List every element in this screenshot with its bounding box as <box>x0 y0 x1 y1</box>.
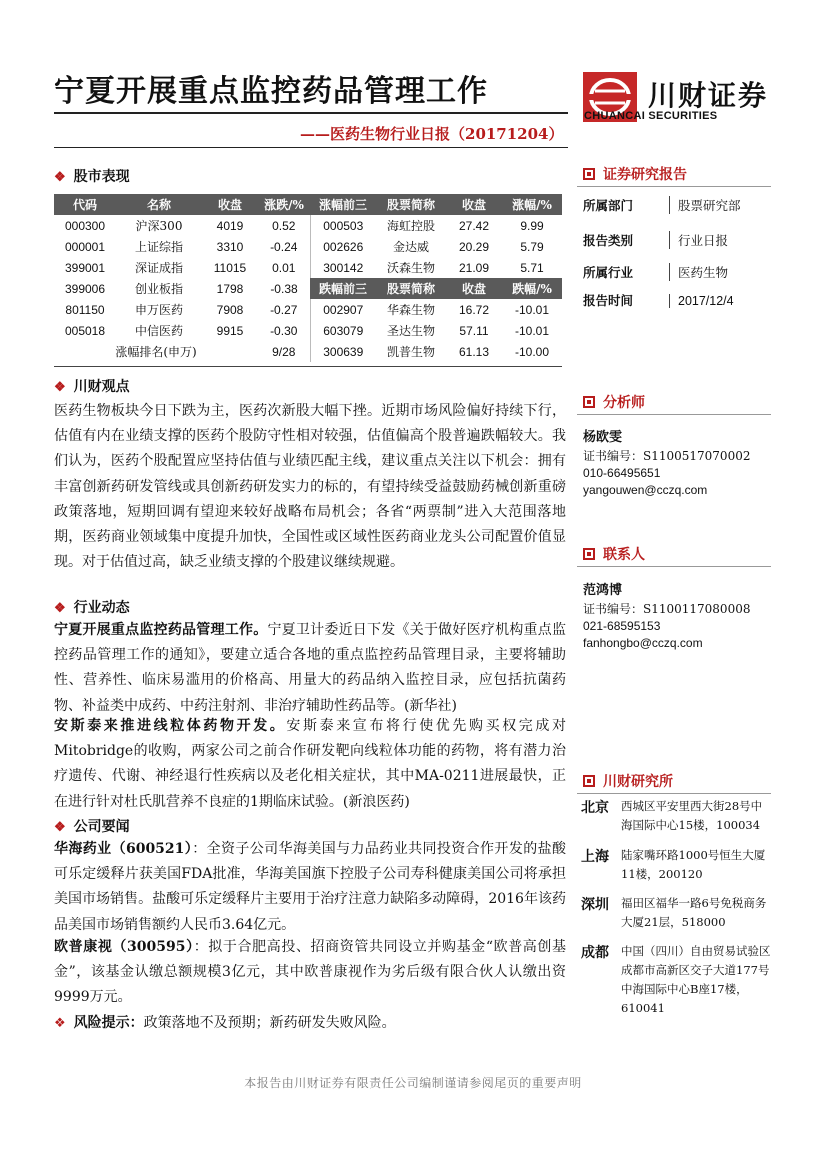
institute-heading: 川财研究所 <box>583 771 673 791</box>
subtitle-divider <box>54 147 568 148</box>
contact-phone: 021-68595153 <box>583 619 661 633</box>
sidebar-divider <box>577 793 771 794</box>
table-row: 399001 深证成指 11015 0.01 300142 沃森生物 21.09 5.71 <box>54 257 562 278</box>
sidebar-divider <box>577 414 771 415</box>
diamond-bullet-icon: ❖ <box>54 601 66 616</box>
footer-disclaimer: 本报告由川财证券有限责任公司编制谨请参阅尾页的重要声明 <box>244 1076 582 1090</box>
info-category: 报告类别 行业日报 <box>583 233 729 248</box>
view-section-title: ❖ 川财观点 <box>54 379 130 395</box>
company-item-2-title: 欧普康视（300595） <box>54 939 194 955</box>
logo-company-name: 川财证券 <box>648 79 769 112</box>
table-row: 399006 创业板指 1798 -0.38 跌幅前三 股票简称 收盘 跌幅/% <box>54 278 562 299</box>
logo-english-name: CHUANCAI SECURITIES <box>584 110 718 122</box>
analyst-cert: 证书编号：S1100517070002 <box>583 449 751 463</box>
analyst-name: 杨欧雯 <box>583 430 623 445</box>
square-bullet-icon <box>583 548 595 560</box>
table-row: 000300 沪深300 4019 0.52 000503 海虹控股 27.42 9.99 <box>54 215 562 236</box>
square-bullet-icon <box>583 775 595 787</box>
industry-section-title: ❖ 行业动态 <box>54 600 130 616</box>
view-paragraph: 医药生物板块今日下跌为主，医药次新股大幅下挫。近期市场风险偏好持续下行，估值有内在业绩支撑的医药个股防守性相对较强，估值偏高个股普遍跌幅较大。我们认为，医药个股配置应坚持估值与业绩匹配主线，建议重点关注以下机会：拥有丰富创新药研发管线或具创新药研发实力的标的，有望持续受益鼓励药械创新重磅政策落地，短期回调有望迎来较好战略布局机会；各省“两票制”进入大范围落地期，医药商业领域集中度提升加快，全国性或区域性医药商业龙头公司配置价值显现。对于估值过高，缺乏业绩支撑的个股建议继续规避。 <box>54 403 566 571</box>
industry-item-2-title: 安斯泰来推进线粒体药物开发。 <box>54 718 287 734</box>
contact-name: 范鸿博 <box>583 583 623 598</box>
diamond-bullet-icon: ❖ <box>54 820 66 835</box>
company-item-1: 华海药业（600521）：全资子公司华海美国与力品药业共同投资合作开发的盐酸可乐定缓释片获美国FDA批准，华海美国旗下控股子公司寿科健康美国公司将承担美国市场销售。盐酸可乐定缓释片主要用于治疗注意力缺陷多动障碍，2016年该药品美国市场销售额约人民币3.64亿元。 <box>54 841 567 933</box>
office-shenzhen: 深圳 福田区福华一路6号免税商务大厦21层，518000 <box>581 896 767 929</box>
table-header-row: 代码 名称 收盘 涨跌/% 涨幅前三 股票简称 收盘 涨幅/% <box>54 194 562 215</box>
table-row: 涨幅排名(申万) 9/28 300639 凯普生物 61.13 -10.00 <box>54 341 562 362</box>
company-item-1-title: 华海药业（600521） <box>54 841 193 857</box>
diamond-bullet-icon: ❖ <box>54 170 66 185</box>
title-divider <box>54 112 568 114</box>
market-table <box>54 194 562 362</box>
report-heading: 证券研究报告 <box>583 164 687 184</box>
industry-item-1: 宁夏开展重点监控药品管理工作。宁夏卫计委近日下发《关于做好医疗机构重点监控药品管理工作的通知》，要建立适合各地的重点监控药品管理目录，主要将辅助性、营养性、临床易滥用的价格高、用量大的药品纳入监控目录，应包括抗菌药物、补益类中成药、中药注射剂、非治疗辅助性药品等。(新华社) <box>54 622 567 714</box>
square-bullet-icon <box>583 396 595 408</box>
industry-item-1-title: 宁夏开展重点监控药品管理工作。 <box>54 622 268 638</box>
report-subtitle: ——医药生物行业日报（20171204） <box>300 125 564 143</box>
table-bottom-rule <box>54 366 562 367</box>
diamond-bullet-icon: ❖ <box>54 380 66 395</box>
analyst-heading: 分析师 <box>583 392 645 412</box>
company-item-2: 欧普康视（300595）：拟于合肥高投、招商资管共同设立并购基金“欧普高创基金”，该基金认缴总额规模3亿元，其中欧普康视作为劣后级有限合伙人认缴出资9999万元。 <box>54 939 567 1006</box>
info-date: 报告时间 2017/12/4 <box>583 293 734 308</box>
sidebar-divider <box>577 186 771 187</box>
table-row: 000001 上证综指 3310 -0.24 002626 金达威 20.29 5.79 <box>54 236 562 257</box>
square-bullet-icon <box>583 168 595 180</box>
market-section-title: ❖ 股市表现 <box>54 169 130 185</box>
office-shanghai: 上海 陆家嘴环路1000号恒生大厦11楼，200120 <box>581 848 766 881</box>
report-title: 宁夏开展重点监控药品管理工作 <box>54 74 488 109</box>
table-row: 801150 申万医药 7908 -0.27 002907 华森生物 16.72 -10.01 <box>54 299 562 320</box>
info-industry: 所属行业 医药生物 <box>583 265 729 280</box>
analyst-card <box>583 428 750 499</box>
company-section-title: ❖ 公司要闻 <box>54 819 130 835</box>
contact-cert: 证书编号：S1100117080008 <box>583 602 751 616</box>
office-beijing: 北京 西城区平安里西大街28号中海国际中心15楼，100034 <box>581 799 763 832</box>
sidebar-divider <box>577 566 771 567</box>
analyst-phone: 010-66495651 <box>583 466 661 480</box>
info-department: 所属部门 股票研究部 <box>583 198 741 213</box>
table-row: 005018 中信医药 9915 -0.30 603079 圣达生物 57.11 -10.01 <box>54 320 562 341</box>
office-chengdu: 成都 中国（四川）自由贸易试验区成都市高新区交子大道177号中海国际中心B座17楼，610041 <box>581 944 771 1015</box>
contact-email[interactable]: fanhongbo@cczq.com <box>583 636 703 650</box>
risk-note: ❖ 风险提示：政策落地不及预期；新药研发失败风险。 <box>54 1015 396 1031</box>
industry-item-2: 安斯泰来推进线粒体药物开发。安斯泰来宣布将行使优先购买权完成对Mitobridge的收购，两家公司之前合作研发靶向线粒体功能的药物，将有潜力治疗遗传、代谢、神经退行性疾病以及老化相关症状，其中MA-0211进展最快，正在进行针对杜氏肌营养不良症的1期临床试验。(新浪医药) <box>54 718 567 810</box>
diamond-bullet-icon: ❖ <box>54 1016 66 1031</box>
contact-card <box>583 581 750 652</box>
rank-label: 涨幅排名(申万) <box>115 345 197 359</box>
rank-value: 9/28 <box>272 344 296 359</box>
contact-heading: 联系人 <box>583 544 645 564</box>
analyst-email[interactable]: yangouwen@cczq.com <box>583 483 708 497</box>
